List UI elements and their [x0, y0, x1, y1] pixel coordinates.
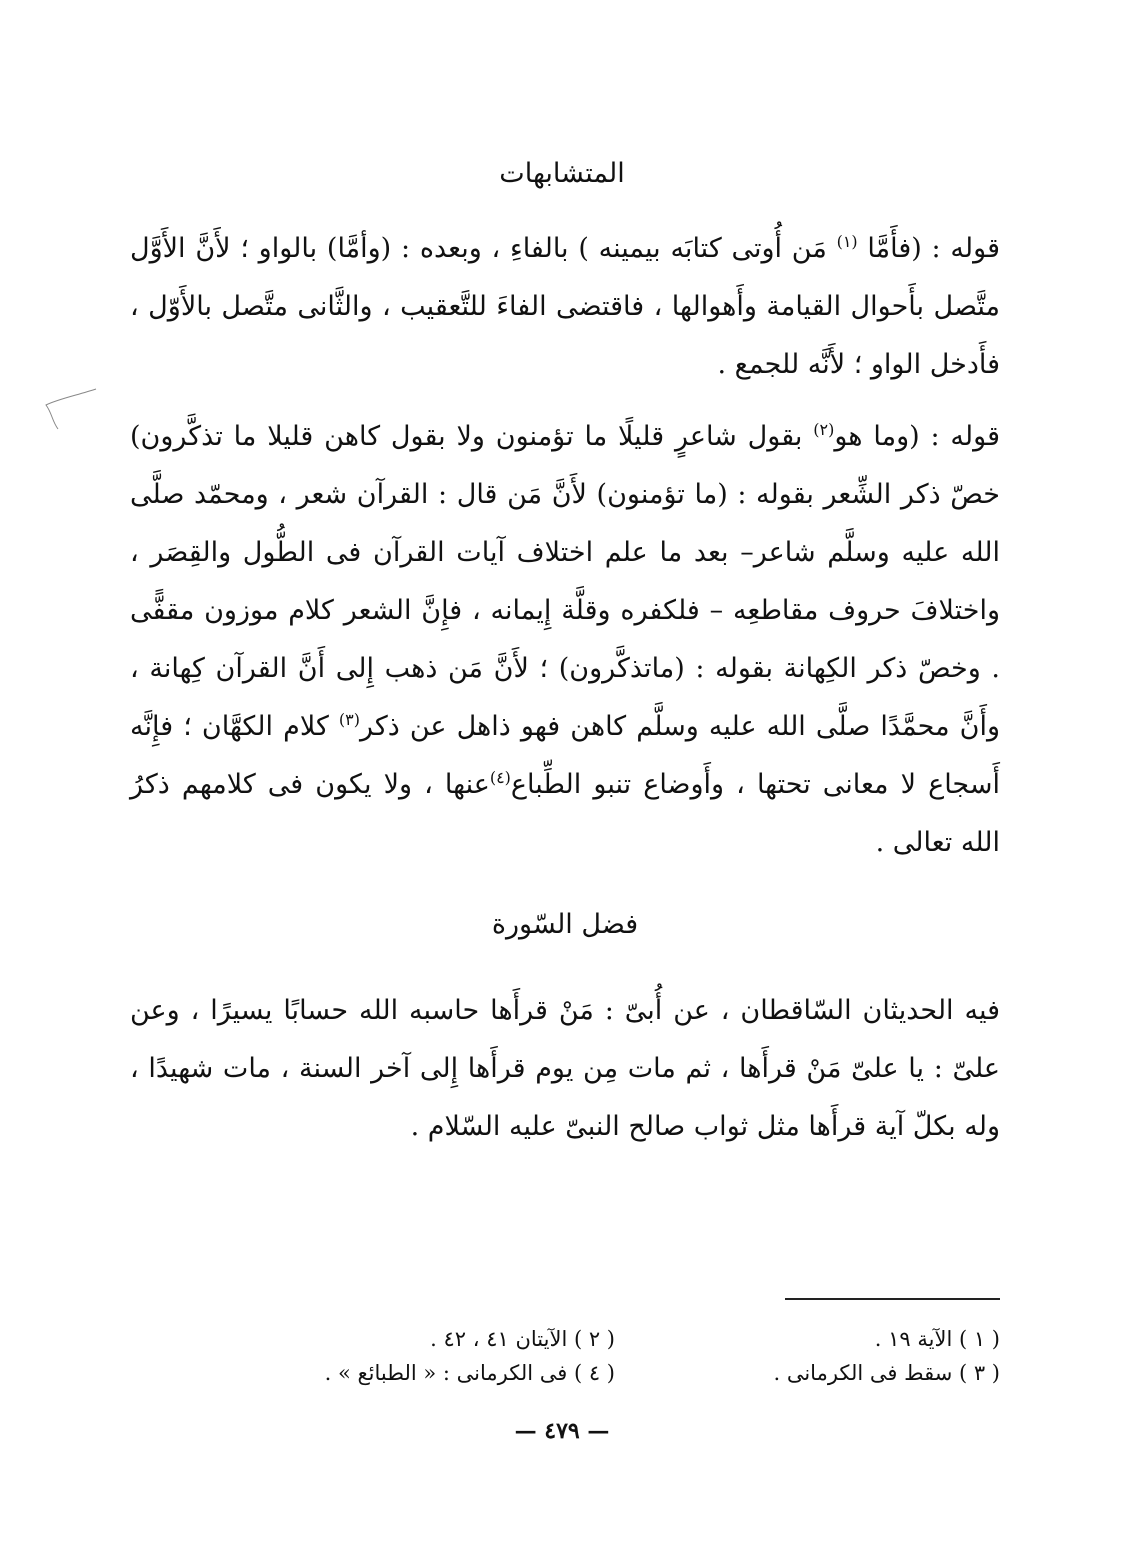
footnote-ref-1[interactable]: (١)	[836, 232, 858, 251]
text-segment: قوله : (فأَمَّا	[857, 233, 1000, 264]
footnote-divider	[785, 1298, 1000, 1300]
footnote-ref-3[interactable]: (٣)	[338, 710, 360, 729]
text-segment: مَن أُوتى كتابَه بيمينه ) بالفاءِ ، وبعده : (وأمَّا) بالواو ؛ لأَنَّ الأَوَّل متَّصل بأَحوال القيامة وأَهوالها ، فاقتضى الفاءَ للتَّعقيب ، والثَّانى متَّصل بالأَوّل ، فأَدخل الواو ؛ لأَنَّه للجمع .	[130, 233, 1000, 380]
text-segment: كلام الكهَّان ؛ فإِنَّه أَسجاع لا معانى تحتها ، وأَوضاع تنبو الطِّباع	[130, 711, 1000, 800]
footnote-3: ( ٣ ) سقط فى الكرمانى .	[773, 1361, 1000, 1385]
footnote-4: ( ٤ ) فى الكرمانى : « الطبائع » .	[324, 1361, 615, 1385]
main-text	[130, 220, 1000, 1170]
footnote-row	[230, 1322, 1000, 1356]
footnote-ref-2[interactable]: (٢)	[813, 420, 835, 439]
section-title: فضل السّورة	[491, 909, 639, 940]
text-segment: قوله : (وما هو	[834, 421, 1000, 452]
footnote-1: ( ١ ) الآية ١٩ .	[874, 1327, 1000, 1351]
footnote-row	[230, 1356, 1000, 1390]
running-header: المتشابهات	[499, 158, 625, 189]
page-number: — ٤٧٩ —	[514, 1418, 610, 1444]
section-paragraph: فيه الحديثان السّاقطان ، عن أُبىّ : مَنْ قرأَها حاسبه الله حسابًا يسيرًا ، وعن علىّ : يا علىّ مَنْ قرأَها ، ثم مات مِن يوم قرأَها إِلى آخر السنة ، مات شهيدًا ، وله بكلّ آية قرأَها مثل ثواب صالح النبىّ عليه السّلام .	[130, 995, 1000, 1142]
text-segment: عنها ، ولا يكون فى كلامهم ذكرُ الله تعالى .	[130, 769, 1000, 858]
paragraph-2	[130, 408, 1000, 872]
text-segment: بقول شاعرٍ قليلًا ما تؤمنون ولا بقول كاهن قليلا ما تذكَّرون) خصّ ذكر الشِّعر بقوله : (ما تؤمنون) لأَنَّ مَن قال : القرآن شعر ، ومحمّد صلَّى الله عليه وسلَّم شاعر– بعد ما علم اختلاف آيات القرآن فى الطُّول والقِصَر ، واختلافَ حروف مقاطعِه – فلكفره وقلَّة إِيمانه ، فإِنَّ الشعر كلام موزون مقفًّى . وخصّ ذكر الكِهانة بقوله : (ماتذكَّرون) ؛ لأَنَّ مَن ذهب إِلى أَنَّ القرآن كِهانة ، وأَنَّ محمَّدًا صلَّى الله عليه وسلَّم كاهن فهو ذاهل عن ذكر	[130, 421, 1000, 742]
footnote-ref-4[interactable]: (٤)	[489, 768, 511, 787]
footnotes	[230, 1322, 1000, 1390]
footnote-2: ( ٢ ) الآيتان ٤١ ، ٤٢ .	[430, 1327, 615, 1351]
paragraph-1	[130, 220, 1000, 394]
margin-pen-mark	[38, 385, 98, 445]
